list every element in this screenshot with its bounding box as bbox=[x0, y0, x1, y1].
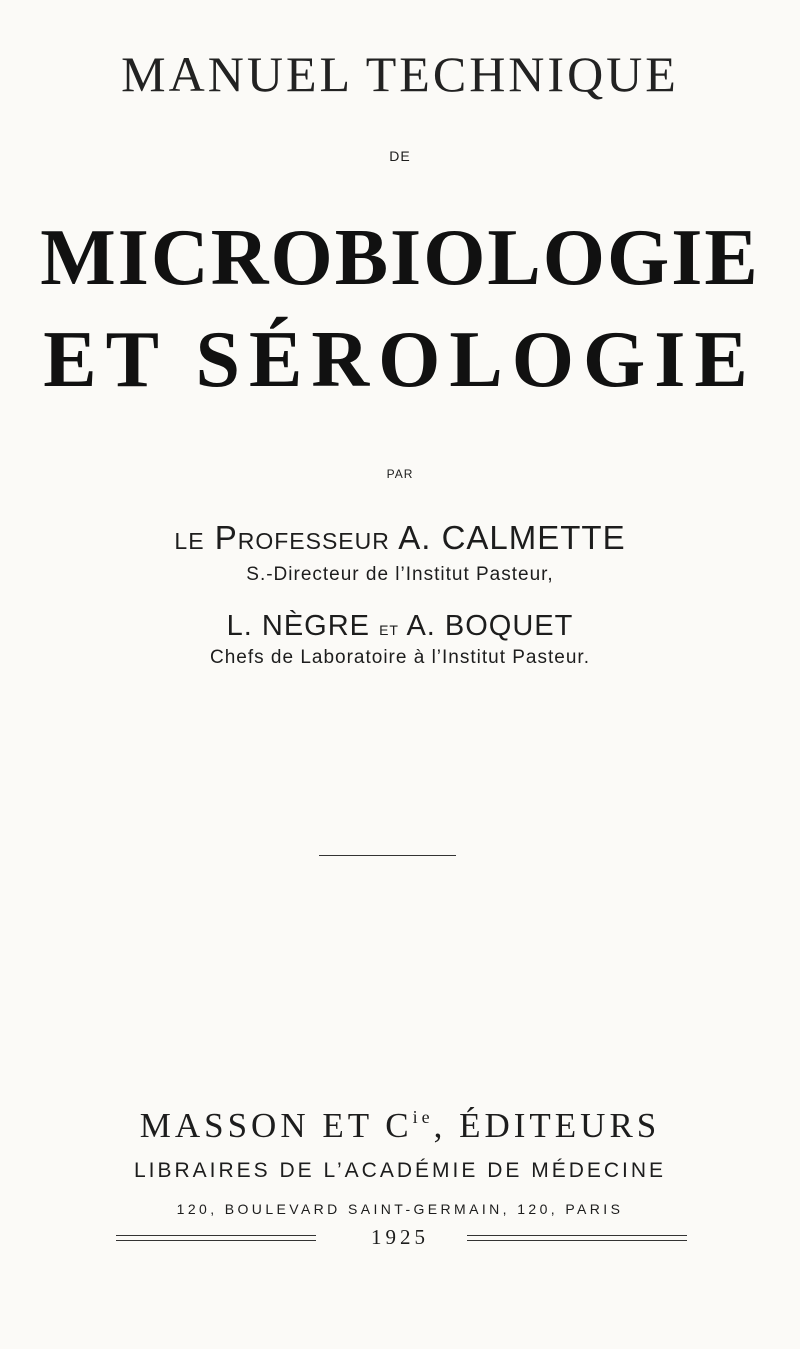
title-connector: DE bbox=[389, 148, 411, 164]
author-1 bbox=[0, 518, 800, 558]
publisher-name-sup: ie bbox=[412, 1107, 434, 1127]
publisher-name bbox=[0, 1105, 800, 1147]
author-2-et: et bbox=[379, 618, 399, 640]
publication-year: 1925 bbox=[371, 1225, 429, 1249]
title-line-1: MANUEL TECHNIQUE bbox=[121, 46, 679, 102]
author-1-role: S.-Directeur de l’Institut Pasteur, bbox=[246, 564, 554, 585]
publisher-name-b: , ÉDITEURS bbox=[433, 1106, 661, 1145]
title-line-2: MICROBIOLOGIE bbox=[40, 214, 760, 302]
publisher-libraires: LIBRAIRES DE L’ACADÉMIE DE MÉDECINE bbox=[133, 1159, 667, 1182]
author-2-role: Chefs de Laboratoire à l’Institut Pasteur. bbox=[210, 647, 590, 668]
publisher-address: 120, BOULEVARD SAINT-GERMAIN, 120, PARIS bbox=[176, 1201, 624, 1217]
byline-par: PAR bbox=[386, 467, 414, 481]
title-line-3: ET SÉROLOGIE bbox=[43, 316, 757, 404]
double-rule-right bbox=[467, 1235, 687, 1241]
author-1-name: A. CALMETTE bbox=[398, 519, 626, 556]
divider-rule bbox=[319, 855, 456, 856]
author-2 bbox=[0, 608, 800, 647]
author-2-name-b: A. BOQUET bbox=[406, 610, 574, 642]
author-1-prefix: le Professeur bbox=[174, 519, 390, 556]
author-2-name-a: L. NÈGRE bbox=[226, 610, 371, 642]
publisher-name-a: MASSON ET C bbox=[139, 1106, 413, 1145]
